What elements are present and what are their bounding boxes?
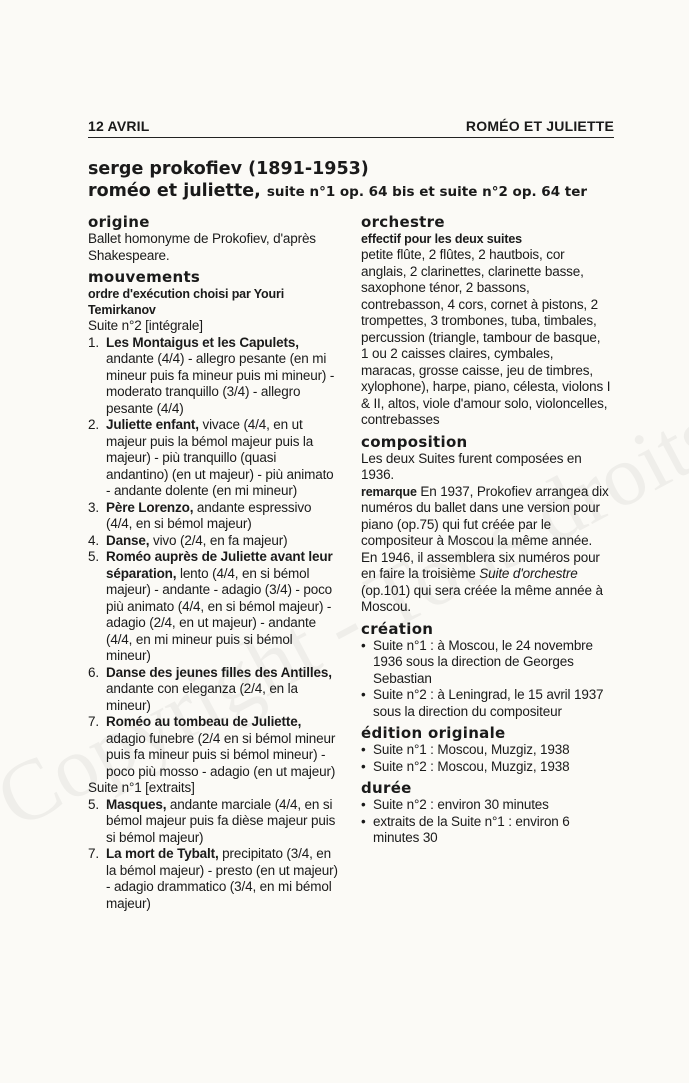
suite1-label: Suite n°1 [extraits] [88,780,195,795]
composer-line [88,158,648,180]
left-column [88,213,340,912]
movement-item: 7. Roméo au tombeau de Juliette, adagio funebre (2/4 en si bémol mineur puis fa mineur puis si bémol mineur) - poco più mosso - adagio (en ut majeur) [88,714,336,779]
composer-years: (1891-1953) [248,159,369,179]
list-item: • extraits de la Suite n°1 : environ 6 minutes 30 [361,813,570,845]
header-work-title: ROMÉO ET JULIETTE [465,118,614,134]
title-block [88,158,648,203]
mouvements-heading: mouvements [88,268,201,286]
composition-text: Les deux Suites furent composées en 1936. [361,450,582,482]
movement-item: 4. Danse, vivo (2/4, en fa majeur) [88,532,288,548]
work-title: roméo et juliette, [88,181,261,201]
composition-remark: remarque En 1937, Prokofiev arrangea dix numéros du ballet dans une version pour piano (op.75) qui fut créée par le compositeur à Moscou la même année. En 1946, il assemblera six numéros pour en faire la troisième Suite d'orchestre (op.101) qui sera créée la même année à Moscou. [361,483,609,614]
movement-item: 1. Les Montaigus et les Capulets, andante (4/4) - allegro pesante (en mi mineur puis fa mineur puis mi mineur) - moderato tranquillo (3/4) - allegro pesante (4/4) [88,334,335,416]
duree-list [361,797,611,847]
mouvements-subheading: ordre d'exécution choisi par Youri Temirkanov [88,287,285,317]
origine-heading: origine [88,213,150,231]
movement-item: 3. Père Lorenzo, andante espressivo (4/4, en si bémol majeur) [88,499,312,531]
creation-heading: création [361,619,434,638]
movement-item: 5. Masques, andante marciale (4/4, en si bémol majeur puis fa dièse majeur puis si bémol majeur) [88,796,336,845]
movement-item: 5. Roméo auprès de Juliette avant leur séparation, lento (4/4, en si bémol majeur) - andante - adagio (3/4) - poco più animato (4/4, en si bémol majeur) - adagio (2/4, en ut majeur) - andante (4/4, en mi mineur puis si bémol mineur) [88,549,333,663]
composer-name: serge prokofiev [88,159,243,179]
edition-list [361,742,611,775]
header-date: 12 AVRIL [88,118,150,134]
list-item: • Suite n°1 : à Moscou, le 24 novembre 1936 sous la direction de Georges Sebastian [361,637,593,686]
composition-heading: composition [361,432,468,451]
suite2-movement-list [88,335,340,781]
list-item: • Suite n°2 : environ 30 minutes [361,797,549,812]
origine-text: Ballet homonyme de Prokofiev, d'après Shakespeare. [88,231,316,263]
edition-heading: édition originale [361,724,506,742]
remark-label: remarque [361,484,417,499]
orchestre-text: petite flûte, 2 flûtes, 2 hautbois, cor anglais, 2 clarinettes, clarinette basse, saxophone ténor, 2 bassons, contrebasson, 4 cors, cornet à pistons, 2 trompettes, 3 trombones, tuba, timbales, percussion (triangle, tambour de basque, 1 ou 2 caisses claires, cymbales, maracas, grosse caisse, jeu de timbres, xylophone), harpe, piano, célesta, violons I & II, altos, viole d'amour solo, violoncelles, contrebasses [361,247,611,427]
suite1-movement-list [88,797,340,913]
movement-item: 7. La mort de Tybalt, precipitato (3/4, en la bémol majeur) - presto (en ut majeur) - adagio drammatico (3/4, en mi bémol majeur) [88,846,338,911]
orchestre-subheading: effectif pour les deux suites [361,232,522,246]
list-item: • Suite n°2 : à Leningrad, le 15 avril 1937 sous la direction du compositeur [361,687,604,719]
orchestre-heading: orchestre [361,213,445,231]
duree-heading: durée [361,779,412,797]
list-item: • Suite n°2 : Moscou, Muzgiz, 1938 [361,758,570,774]
work-line [88,180,648,203]
right-column [361,213,611,847]
movement-item: 6. Danse des jeunes filles des Antilles, andante con eleganza (2/4, en la mineur) [88,664,332,713]
suite2-label: Suite n°2 [intégrale] [88,318,203,333]
list-item: • Suite n°1 : Moscou, Muzgiz, 1938 [361,742,570,757]
running-header [88,118,614,138]
work-suites: suite n°1 op. 64 bis et suite n°2 op. 64 ter [266,184,588,200]
creation-list [361,638,611,721]
movement-item: 2. Juliette enfant, vivace (4/4, en ut majeur puis la bémol majeur puis la majeur) - più tranquillo (quasi andantino) (en ut majeur) - più animato - andante dolente (en mi mineur) [88,417,334,498]
